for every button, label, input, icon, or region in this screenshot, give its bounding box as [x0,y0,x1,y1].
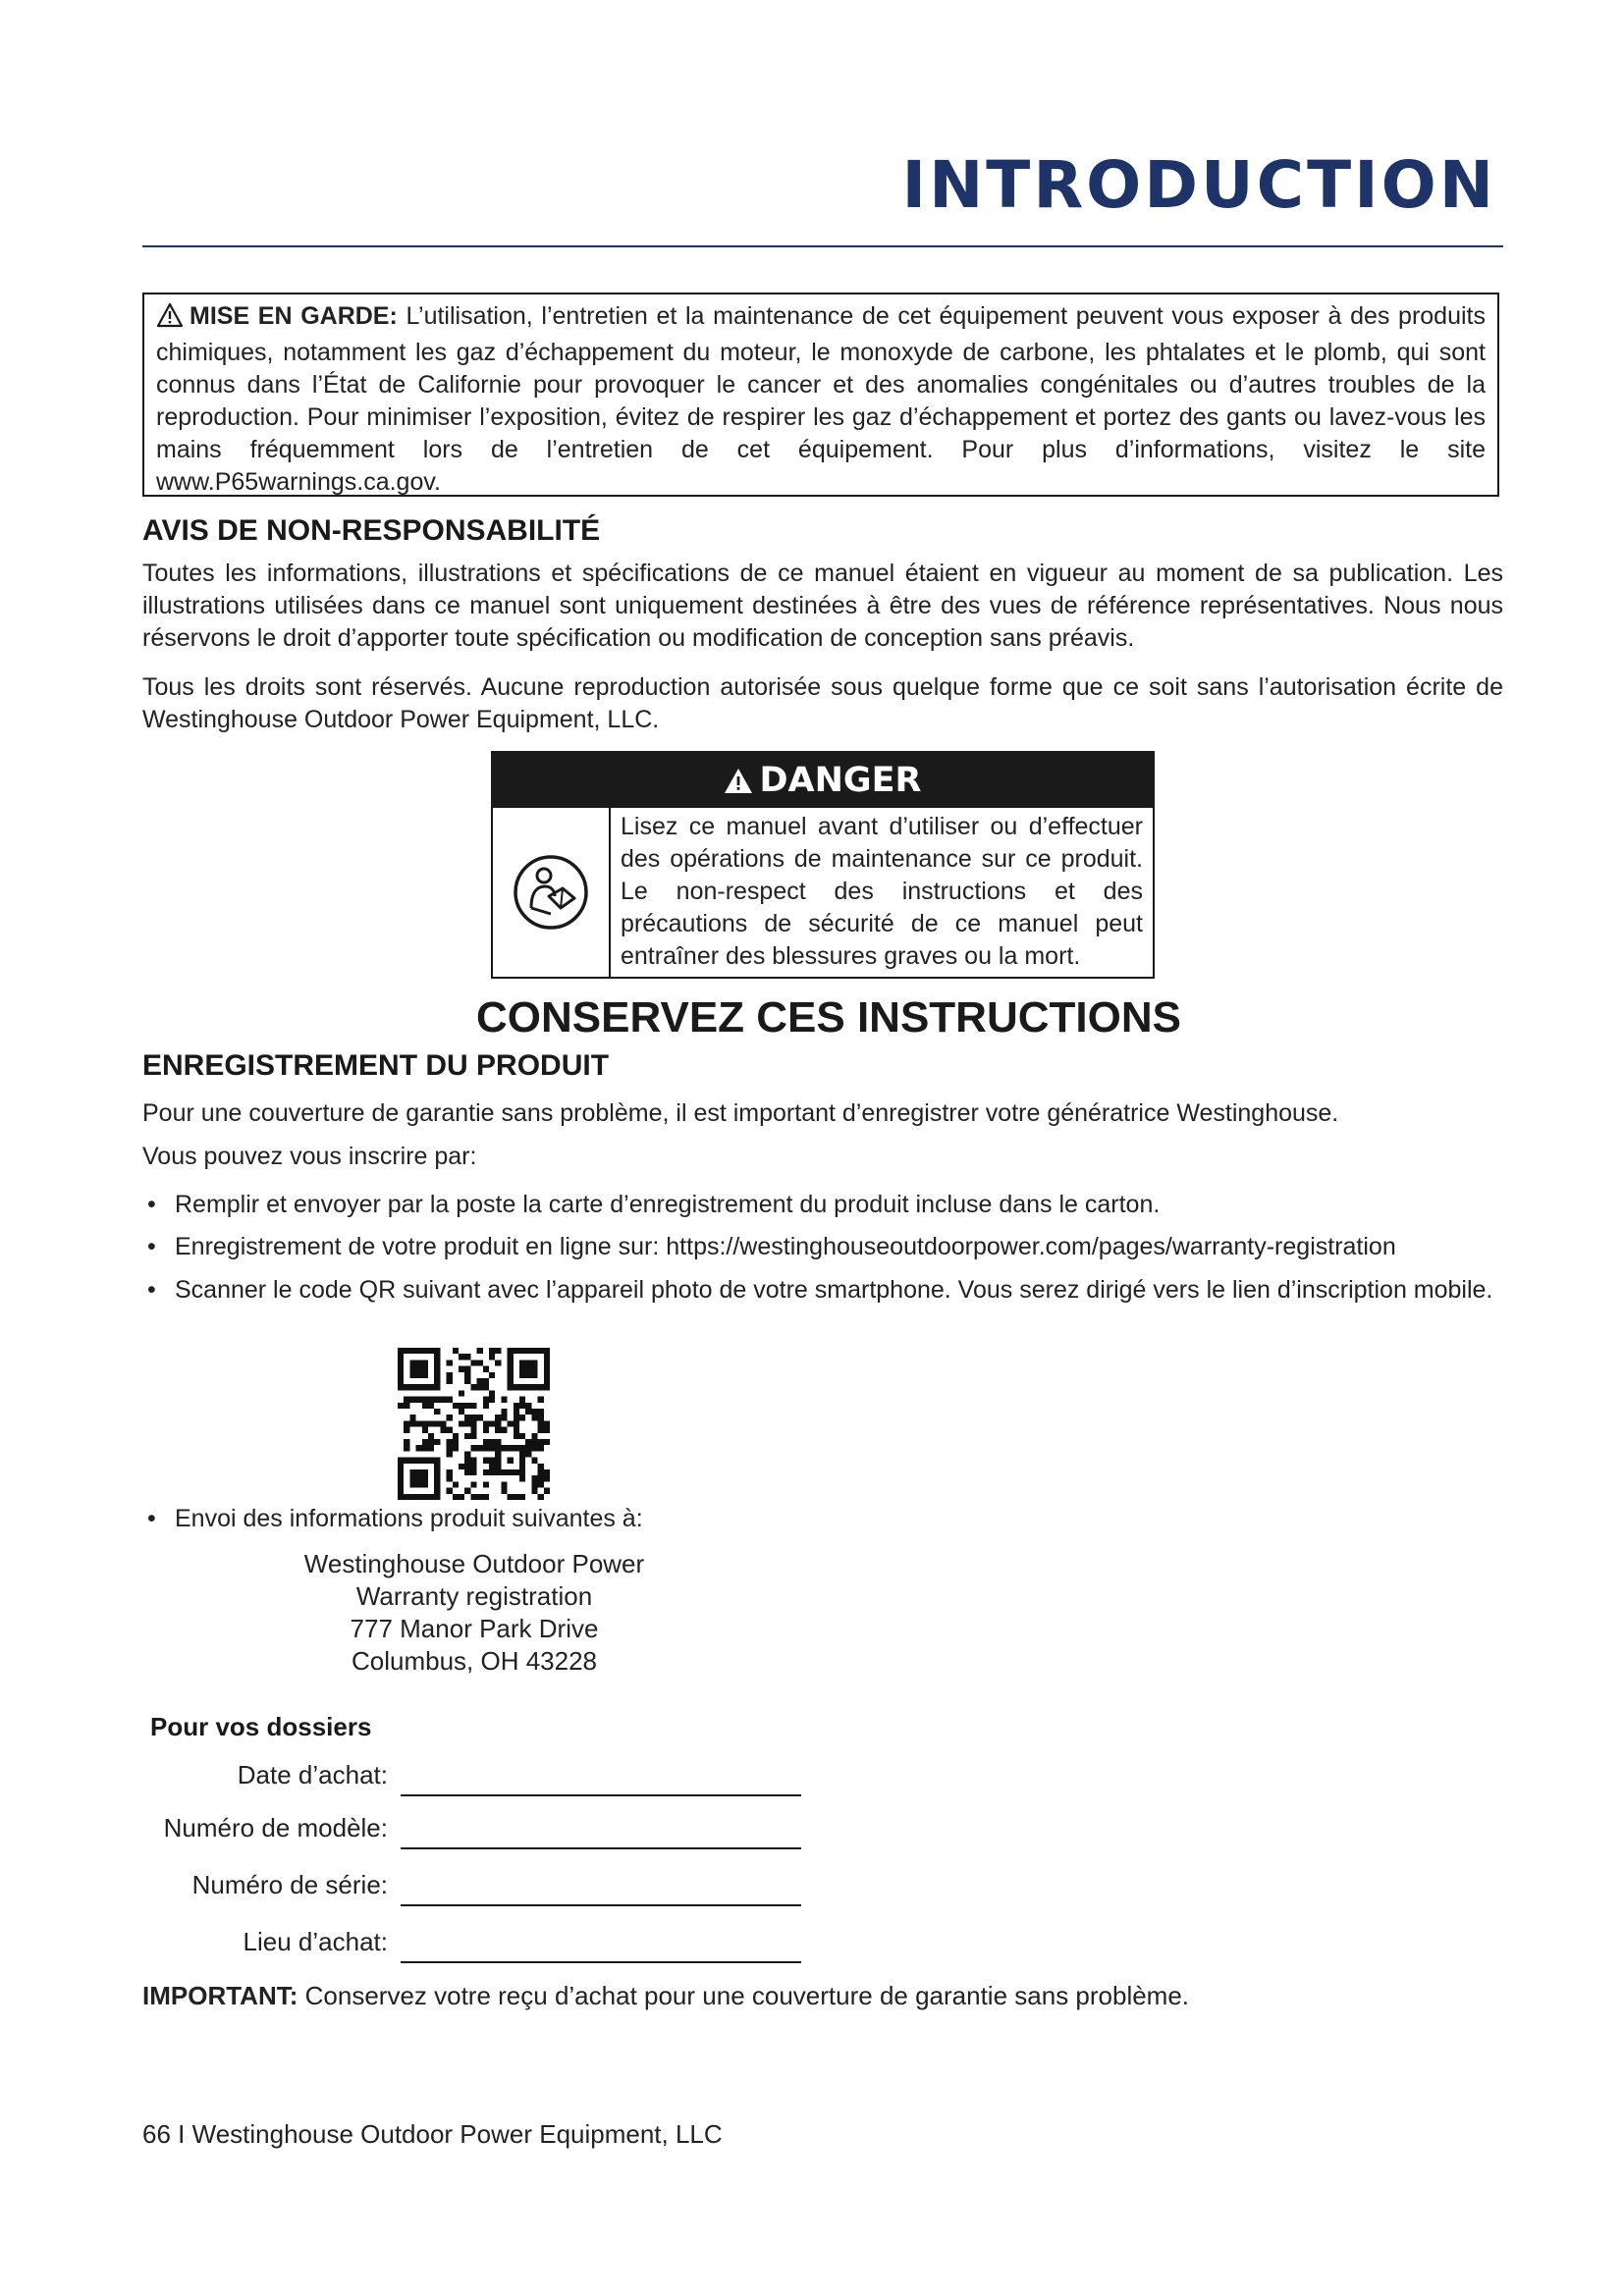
disclaimer-paragraph-2: Tous les droits sont réservés. Aucune reproduction autorisée sous quelque forme que ce soit sans l’autorisation écrite de Westinghouse Outdoor Power Equipment, LLC. [142,673,1503,733]
save-instructions-heading: CONSERVEZ CES INSTRUCTIONS [476,993,1181,1041]
bullet-marker: • [147,1233,156,1260]
page-footer [142,2119,723,2150]
danger-header [493,753,1153,808]
read-manual-icon-cell [493,808,611,977]
danger-triangle-icon [724,756,753,811]
list-item-text: Envoi des informations produit suivantes à: [175,1505,643,1532]
footer-company: Westinghouse Outdoor Power Equipment, LLC [191,2119,723,2149]
purchase-place-label: Lieu d’achat: [243,1927,388,1956]
warning-label: MISE EN GARDE: [189,302,398,330]
purchase-date-label: Date d’achat: [237,1760,388,1789]
disclaimer-heading: AVIS DE NON-RESPONSABILITÉ [142,514,601,547]
registration-heading: ENREGISTREMENT DU PRODUIT [142,1049,610,1082]
warning-box [142,293,1499,497]
purchase-place-line[interactable] [401,1961,801,1963]
mailing-address [295,1548,654,1678]
title-divider [142,245,1503,247]
registration-intro: Pour une couverture de garantie sans problème, il est important d’enregistrer votre génératrice Westinghouse. [142,1099,1339,1127]
list-item [147,1190,1502,1219]
important-note [142,1981,1189,2011]
important-text: Conservez votre reçu d’achat pour une couverture de garantie sans problème. [304,1981,1190,2010]
footer-separator: I [178,2119,186,2149]
model-number-label: Numéro de modèle: [163,1813,388,1842]
disclaimer-paragraph-1: Toutes les informations, illustrations et spécifications de ce manuel étaient en vigueur au moment de sa publication. Les illustrations utilisées dans ce manuel sont uniquement destinées à être des vues de référence représentatives. Nous nous réservons le droit d’apporter toute spécification ou modification de conception sans préavis. [142,560,1503,652]
warning-text: L’utilisation, l’entretien et la maintenance de cet équipement peuvent vous exposer à des produits chimiques, notamment les gaz d’échappement du moteur, le monoxyde de carbone, les phtalates et le plomb, qui sont connus dans l’État de Californie pour provoquer le cancer et des anomalies congénitales ou d’autres troubles de la reproduction. Pour minimiser l’exposition, évitez de respirer les gaz d’échappement et portez des gants ou lavez-vous les mains fréquemment lors de l’entretien de cet équipement. Pour plus d’informations, visitez le site www.P65warnings.ca.gov. [156,302,1486,496]
bullet-marker: • [147,1276,156,1304]
qr-code[interactable] [398,1348,550,1500]
list-item-text: Scanner le code QR suivant avec l’appareil photo de votre smartphone. Vous serez dirigé vers le lien d’inscription mobile. [175,1276,1493,1304]
records-title: Pour vos dossiers [150,1712,372,1741]
list-item-text: Remplir et envoyer par la poste la carte d’enregistrement du produit incluse dans le carton. [175,1191,1161,1218]
address-line: Warranty registration [355,1581,593,1611]
address-line: Columbus, OH 43228 [351,1646,598,1676]
serial-number-label: Numéro de série: [191,1870,388,1899]
registration-subscribe: Vous pouvez vous inscrire par: [142,1143,477,1170]
list-item [147,1275,1502,1305]
danger-label: DANGER [759,761,922,800]
bullet-marker: • [147,1505,156,1532]
address-line: 777 Manor Park Drive [350,1614,599,1643]
danger-box [491,751,1155,979]
page-title: INTRODUCTION [901,147,1496,223]
important-label: IMPORTANT: [142,1981,298,2010]
bullet-marker: • [147,1191,156,1218]
address-line: Westinghouse Outdoor Power [303,1549,645,1578]
serial-number-line[interactable] [401,1904,801,1906]
read-manual-icon [512,853,590,932]
danger-text: Lisez ce manuel avant d’utiliser ou d’effectuer des opérations de maintenance sur ce produit. Le non-respect des instructions et des précautions de sécurité de ce manuel peut entraîner des blessures graves ou la mort. [621,813,1143,970]
list-item [147,1504,1502,1533]
list-item [147,1232,1502,1261]
model-number-line[interactable] [401,1847,801,1849]
page-number: 66 [142,2119,171,2149]
list-item-text: Enregistrement de votre produit en ligne sur: https://westinghouseoutdoorpower.com/pages/warranty-registration [175,1233,1396,1260]
purchase-date-line[interactable] [401,1794,801,1796]
warning-triangle-icon [156,302,184,337]
